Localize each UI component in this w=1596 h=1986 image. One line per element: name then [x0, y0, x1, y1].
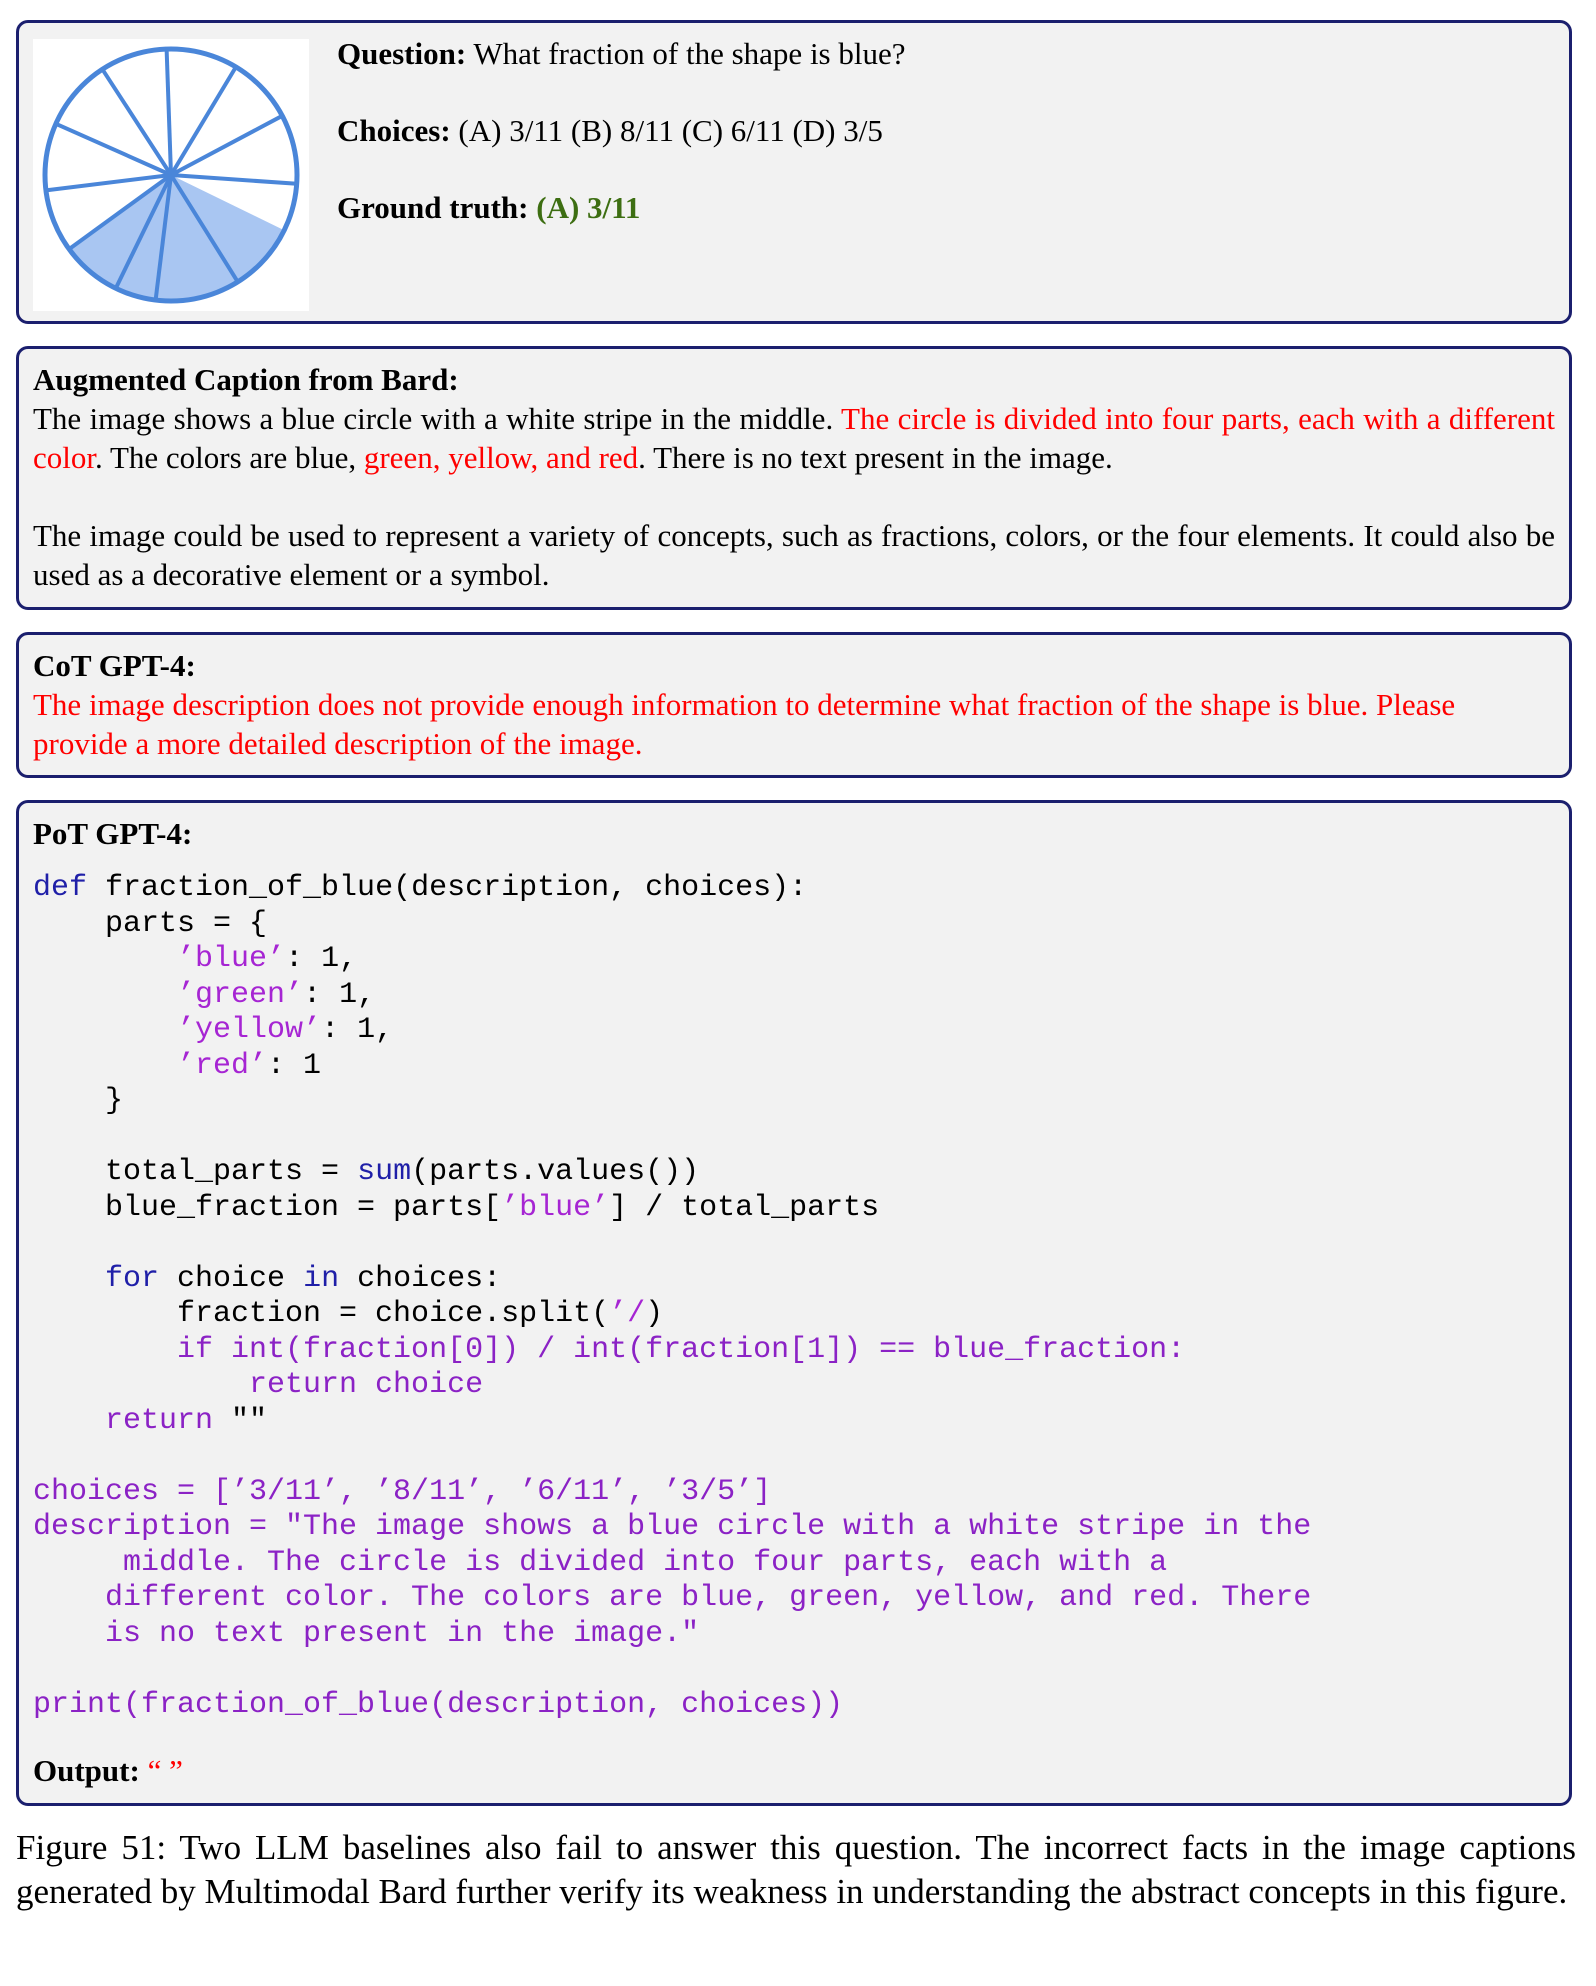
ground-truth-label: Ground truth:: [337, 190, 529, 225]
code-indent: [33, 1049, 177, 1083]
pot-code-block: [33, 871, 1311, 1723]
caption-text: The image shows a blue circle with a white stripe in the middle.: [33, 401, 834, 436]
code-string: ’green’: [177, 977, 304, 1012]
code-line: }: [33, 1084, 124, 1118]
code-string: ’yellow’: [177, 1013, 322, 1047]
code-indent: [33, 1013, 177, 1047]
code-line: parts = {: [33, 906, 268, 941]
question-line: [337, 34, 906, 73]
cot-response: The image description does not provide enough information to determine what fraction of the shape is blue. Please provide a more detailed description of the image.: [33, 687, 1456, 761]
code-string: ’blue’: [177, 942, 286, 976]
output-label: Output:: [33, 1753, 140, 1788]
cot-gpt4-panel: [16, 632, 1572, 778]
fraction-circle-image: [33, 39, 309, 311]
code-line: return choice: [33, 1368, 484, 1402]
code-string: ’red’: [177, 1048, 268, 1083]
question-panel: [16, 20, 1572, 324]
code-indent: [33, 942, 177, 976]
code-string: "": [231, 1403, 268, 1438]
code-keyword: sum: [357, 1155, 412, 1189]
code-line: choice: [159, 1261, 304, 1296]
code-line: fraction = choice.split(: [33, 1297, 610, 1331]
caption-text: . The colors are blue,: [95, 440, 357, 475]
figure-caption: Figure 51: Two LLM baselines also fail to answer this question. The incorrect facts in the image captions generated by Multimodal Bard further verify its weakness in understanding the abstract concepts in this figure.: [16, 1828, 1576, 1911]
code-keyword: in: [303, 1261, 340, 1296]
question-text: What fraction of the shape is blue?: [473, 36, 906, 71]
bard-caption-paragraph-1: [33, 399, 1555, 477]
circle-svg: [33, 39, 309, 311]
pot-output-line: [33, 1751, 1555, 1790]
bard-caption-title: Augmented Caption from Bard:: [33, 362, 459, 397]
code-line: middle. The circle is divided into four parts, each with a: [33, 1545, 1168, 1580]
code-string: ’blue’: [501, 1190, 610, 1225]
code-line: return: [33, 1403, 232, 1438]
choices-text: (A) 3/11 (B) 8/11 (C) 6/11 (D) 3/5: [458, 113, 883, 148]
code-string: ’/: [609, 1297, 646, 1331]
bard-caption-panel: [16, 346, 1572, 610]
divider-line: [167, 49, 171, 175]
code-indent: [33, 978, 177, 1012]
code-line: : 1,: [303, 977, 376, 1012]
code-line: fraction_of_blue(description, choices):: [87, 871, 808, 905]
choices-label: Choices:: [337, 113, 451, 148]
code-keyword: for: [105, 1261, 160, 1296]
code-line: different color. The colors are blue, green, yellow, and red. There: [33, 1581, 1312, 1615]
code-line: total_parts =: [33, 1155, 358, 1189]
bard-caption-content: [33, 360, 1555, 594]
pot-gpt4-panel: [16, 800, 1572, 1806]
code-indent: [33, 1262, 105, 1296]
choices-line: [337, 111, 883, 150]
question-label: Question:: [337, 36, 467, 71]
code-line: ): [645, 1297, 664, 1331]
code-line: : 1: [267, 1048, 322, 1083]
code-line: is no text present in the image.": [33, 1616, 700, 1651]
ground-truth-line: [337, 188, 640, 227]
caption-incorrect-text: green, yellow, and red: [363, 440, 639, 475]
code-line: (parts.values()): [411, 1155, 700, 1189]
code-keyword: def: [33, 871, 88, 905]
caption-incorrect-text: The circle is divided into four parts, each with a different color: [33, 401, 1555, 475]
cot-title: CoT GPT-4:: [33, 648, 196, 683]
caption-text: . There is no text present in the image.: [638, 440, 1113, 475]
code-line: if int(fraction[0]) / int(fraction[1]) == blue_fraction:: [33, 1332, 1186, 1367]
code-line: choices = [’3/11’, ’8/11’, ’6/11’, ’3/5’]: [33, 1474, 772, 1509]
code-line: choices:: [339, 1261, 502, 1296]
divider-line: [171, 175, 297, 184]
code-line: : 1,: [321, 1013, 394, 1047]
ground-truth-answer: (A) 3/11: [536, 190, 641, 225]
code-line: : 1,: [285, 942, 358, 976]
code-line: print(fraction_of_blue(description, choices)): [33, 1687, 844, 1722]
bard-caption-paragraph-2: The image could be used to represent a variety of concepts, such as fractions, colors, or the four elements. It could also be used as a decorative element or a symbol.: [33, 518, 1555, 592]
output-value: “ ”: [147, 1753, 183, 1788]
code-line: ] / total_parts: [609, 1190, 880, 1225]
code-line: blue_fraction = parts[: [33, 1190, 502, 1225]
cot-content: [33, 646, 1555, 763]
code-line: description = "The image shows a blue circle with a white stripe in the: [33, 1510, 1312, 1544]
pot-title: PoT GPT-4:: [33, 816, 193, 851]
